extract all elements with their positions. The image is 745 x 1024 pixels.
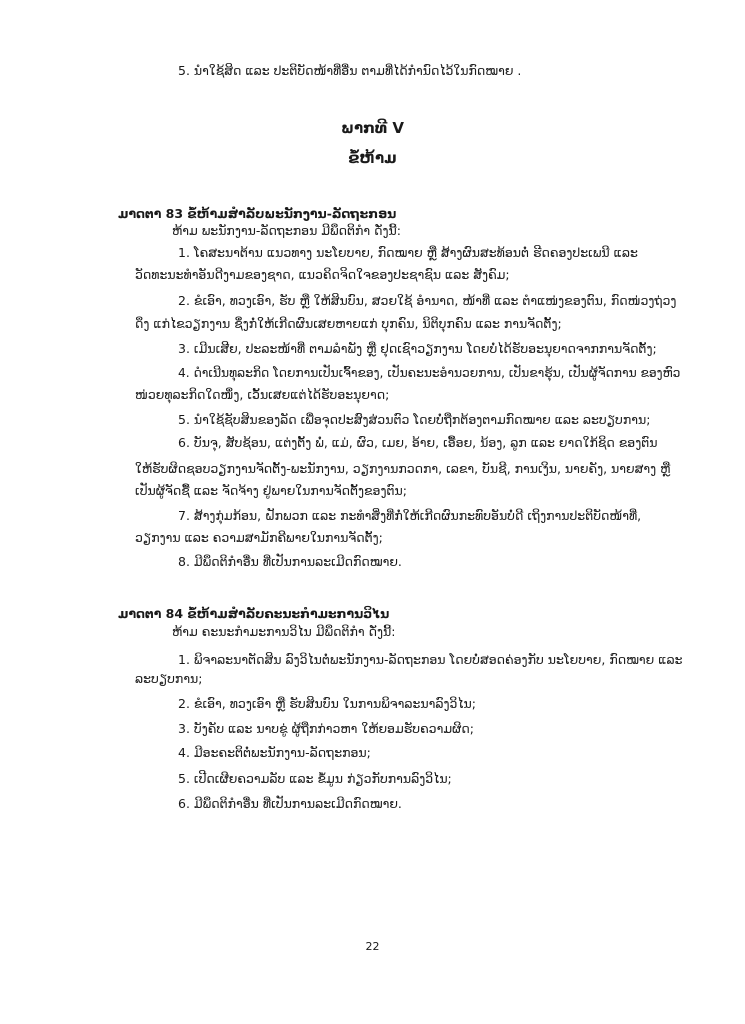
part-title: ຂໍ້ຫ້າມ [348, 149, 397, 167]
article-84-item-1-line-1: 1. ພິຈາລະນາຕັດສິນ ລົງວິໄນຕໍ່ພະນັກງານ-ລັດຖະກອນ ໂດຍບໍ່ສອດຄ່ອງກັບ ນະໂຍບາຍ, ກົດໝາຍ ແລະ [178, 652, 683, 667]
article-83-item-4-line-2: ໜ່ວຍທຸລະກິດໃດໜຶ່ງ, ເວັ້ນເສຍແຕ່ໄດ້ຮັບອະນຸຍາດ; [135, 387, 390, 402]
article-83-item-6-line-1: 6. ບັນຈຸ, ສັບຊ້ອນ, ແຕ່ງຕັ້ງ ພໍ່, ແມ່, ຜົວ, ເມຍ, ອ້າຍ, ເອື້ອຍ, ນ້ອງ, ລູກ ແລະ ຍາດໃກ້ຊິດ ຂອງຕົນ [178, 435, 658, 450]
article-83-item-6-line-3: ເປັນຜູ້ຈັດຊື້ ແລະ ຈັດຈ້າງ ຢູ່ພາຍໃນການຈັດຕັ້ງຂອງຕົນ; [135, 483, 407, 498]
article-83-item-7-line-2: ວຽກງານ ແລະ ຄວາມສາມັກຄີພາຍໃນການຈັດຕັ້ງ; [135, 530, 383, 545]
article-83-item-8: 8. ມີພຶດຕິກໍາອື່ນ ທີ່ເປັນການລະເມີດກົດໝາຍ. [178, 554, 402, 569]
article-84-item-4: 4. ມີອະຄະຕິຕໍ່ພະນັກງານ-ລັດຖະກອນ; [178, 745, 371, 760]
article-84-intro: ຫ້າມ ຄະນະກໍາມະການວິໄນ ມີພຶດຕິກໍາ ດັ່ງນີ້: [172, 624, 396, 639]
article-83-item-6-line-2: ໃຫ້ຮັບຜິດຊອບວຽກງານຈັດຕັ້ງ-ພະນັກງານ, ວຽກງານກວດກາ, ເລຂາ, ບັນຊີ, ການເງິນ, ນາຍຄັງ, ນາຍສາງ ຫຼື [135, 461, 671, 476]
article-83-title: ມາດຕາ 83 ຂໍ້ຫ້າມສໍາລັບພະນັກງານ-ລັດຖະກອນ [118, 206, 397, 221]
article-84-item-2: 2. ຂໍເອົາ, ທວງເອົາ ຫຼື ຮັບສິນບົນ ໃນການພິຈາລະນາລົງວິໄນ; [178, 696, 476, 711]
article-83-item-3: 3. ເມີນເສີຍ, ປະລະໜ້າທີ່ ຕາມລໍາພັງ ຫຼື ຢຸດເຊົາວຽກງານ ໂດຍບໍ່ໄດ້ຮັບອະນຸຍາດຈາກການຈັດຕັ້ງ; [178, 341, 657, 356]
part-number: ພາກທີ V [340, 119, 405, 137]
article-83-item-2-line-1: 2. ຂໍເອົາ, ທວງເອົາ, ຮັບ ຫຼື ໃຫ້ສິນບົນ, ສວຍໃຊ້ ອໍານາດ, ໜ້າທີ່ ແລະ ຕໍາແໜ່ງຂອງຕົນ, ກົດໜ່ວງຖ່ວງ [178, 293, 677, 308]
article-83-item-5: 5. ນໍາໃຊ້ຊັບສິນຂອງລັດ ເພື່ອຈຸດປະສົງສ່ວນຕົວ ໂດຍບໍ່ຖືກຕ້ອງຕາມກົດໝາຍ ແລະ ລະບຽບການ; [178, 412, 651, 427]
article-84-item-3: 3. ບັງຄັບ ແລະ ນາບຂູ່ ຜູ້ຖືກກ່າວຫາ ໃຫ້ຍອມຮັບຄວາມຜິດ; [178, 721, 474, 736]
article-83-item-1-line-1: 1. ໂຄສະນາຕ້ານ ແນວທາງ ນະໂຍບາຍ, ກົດໝາຍ ຫຼື ສ້າງຜົນສະທ້ອນຕໍ່ ຮີດຄອງປະເພນີ ແລະ [178, 245, 638, 260]
article-83-intro: ຫ້າມ ພະນັກງານ-ລັດຖະກອນ ມີພຶດຕິກໍາ ດັ່ງນີ້: [172, 223, 401, 238]
article-83-item-4-line-1: 4. ດໍາເນີນທຸລະກິດ ໂດຍການເປັນເຈົ້າຂອງ, ເປັນຄະນະອໍານວຍການ, ເປັນຂາຮຸ້ນ, ເປັນຜູ້ຈັດການ ຂອງຫົວ [178, 366, 681, 380]
article-84-item-5: 5. ເປີດເຜີຍຄວາມລັບ ແລະ ຂໍ້ມູນ ກ່ຽວກັບການລົງວິໄນ; [178, 771, 452, 786]
article-84-item-6: 6. ມີພຶດຕິກໍາອື່ນ ທີ່ເປັນການລະເມີດກົດໝາຍ. [178, 796, 402, 811]
article-83-item-7-line-1: 7. ສ້າງກຸ່ມກ້ອນ, ຝັກພວກ ແລະ ກະທໍາສິ່ງທີ່ກໍ່ໃຫ້ເກີດຜົນກະທົບອັນບໍ່ດີ ເຖິງການປະຕິບັດໜ້າທີ່, [178, 508, 642, 523]
top-item-5: 5. ນໍາໃຊ້ສິດ ແລະ ປະຕິບັດໜ້າທີ່ອື່ນ ຕາມທີ່ໄດ້ກໍານົດໄວ້ໃນກົດໝາຍ . [178, 63, 522, 78]
article-84-title: ມາດຕາ 84 ຂໍ້ຫ້າມສໍາລັບຄະນະກໍາມະການວິໄນ [118, 606, 390, 621]
page-number: 22 [365, 940, 380, 953]
article-83-item-1-line-2: ວັດທະນະທໍາອັນດີງາມຂອງຊາດ, ແນວຄິດຈິດໃຈຂອງປະຊາຊົນ ແລະ ສັງຄົມ; [135, 267, 510, 282]
article-84-item-1-line-2: ລະບຽບການ; [135, 671, 203, 686]
article-83-item-2-line-2: ດຶງ ແກ່ໄຂວຽກງານ ຊຶ່ງກໍ່ໃຫ້ເກີດຜົນເສຍຫາຍແກ່ ບຸກຄົນ, ນິຕິບຸກຄົນ ແລະ ການຈັດຕັ້ງ; [135, 316, 562, 331]
